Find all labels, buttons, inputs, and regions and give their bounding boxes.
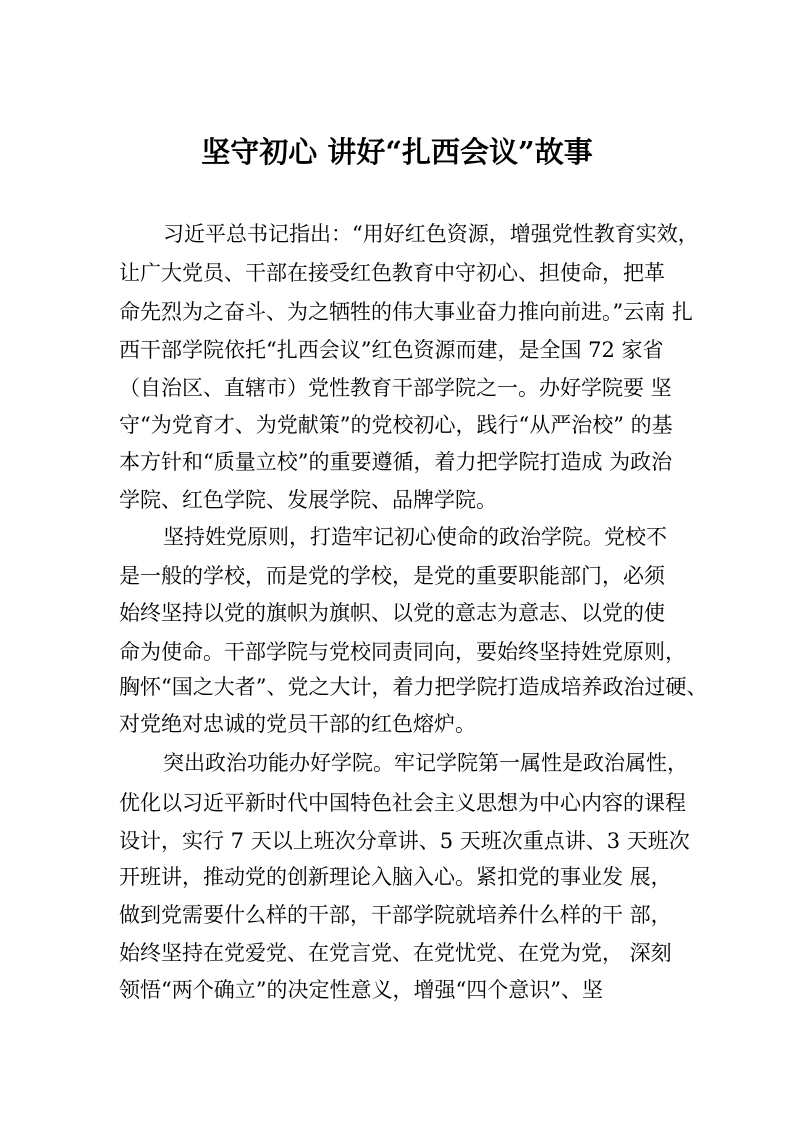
- paragraph-line: 命为使命。干部学院与党校同责同向，要始终坚持姓党原则，: [119, 640, 686, 664]
- paragraph-line: 突出政治功能办好学院。牢记学院第一属性是政治属性，: [163, 751, 688, 775]
- paragraph-line: 命先烈为之奋斗、为之牺牲的伟大事业奋力推向前进。”云南 扎: [119, 300, 693, 324]
- paragraph-line: 做到党需要什么样的干部，干部学院就培养什么样的干 部，: [119, 903, 672, 927]
- paragraph-line: 学院、红色学院、发展学院、品牌学院。: [119, 488, 497, 512]
- paragraph-line: 优化以习近平新时代中国特色社会主义思想为中心内容的课程: [119, 791, 686, 815]
- paragraph-line: 领悟“两个确立”的决定性意义，增强“四个意识”、坚: [119, 978, 603, 1002]
- paragraph-line: 守“为党育才、为党献策”的党校初心，践行“从严治校” 的基: [119, 413, 673, 437]
- paragraph-line: 始终坚持在党爱党、在党言党、在党忧党、在党为党， 深刻: [119, 941, 672, 965]
- paragraph-line: 始终坚持以党的旗帜为旗帜、以党的意志为意志、以党的使: [119, 601, 665, 625]
- paragraph-line: 让广大党员、干部在接受红色教育中守初心、担使命，把革: [119, 261, 665, 285]
- paragraph-line: 对党绝对忠诚的党员干部的红色熔炉。: [119, 712, 476, 736]
- paragraph-line: 胸怀“国之大者”、党之大计，着力把学院打造成培养政治过硬、: [119, 675, 708, 699]
- paragraph-line: （自治区、直辖市）党性教育干部学院之一。办好学院要 坚: [119, 376, 672, 400]
- paragraph-line: 设计，实行 7 天以上班次分章讲、5 天班次重点讲、3 天班次: [119, 829, 690, 853]
- paragraph-line: 是一般的学校，而是党的学校，是党的重要职能部门，必须: [119, 564, 665, 588]
- paragraph-line: 习近平总书记指出：“用好红色资源，增强党性教育实效，: [163, 222, 699, 246]
- paragraph-line: 开班讲，推动党的创新理论入脑入心。紧扣党的事业发 展，: [119, 865, 672, 889]
- document-title: 坚守初心 讲好“扎西会议”故事: [201, 135, 593, 169]
- paragraph-line: 本方针和“质量立校”的重要遵循，着力把学院打造成 为政治: [119, 450, 673, 474]
- paragraph-line: 西干部学院依托“扎西会议”红色资源而建，是全国 72 家省: [119, 338, 664, 362]
- paragraph-line: 坚持姓党原则，打造牢记初心使命的政治学院。党校不: [163, 525, 667, 549]
